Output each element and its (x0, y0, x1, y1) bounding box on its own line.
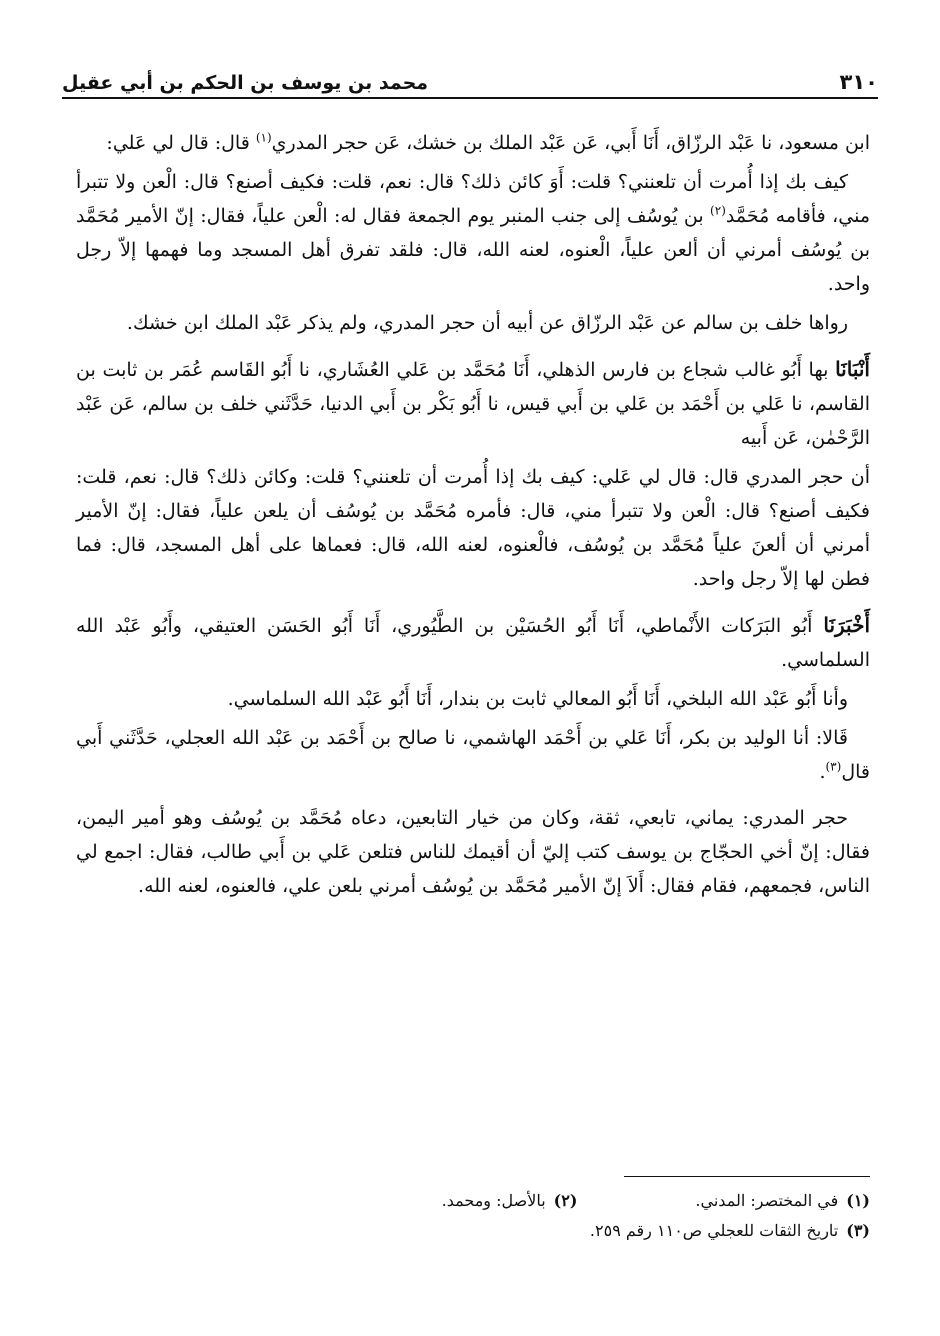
paragraph-text: أن حجر المدري قال: قال لي عَلي: كيف بك إذا أُمرت أن تلعنني؟ قلت: وكائن ذلك؟ قال: نعم، قلت: فكيف أصنع؟ قال: الْعن ولا تتبرأ مني، قال: فأمره مُحَمَّد بن يُوسُف أن يلعن علياً، فقال: إنّ الأمير أمرني أن ألعنَ علياً مُحَمَّد بن يُوسُف، فالْعنوه، لعنه الله، قال: فعماها على أهل المسجد، قال: فما فطن لها إلاّ رجل واحد. (76, 466, 870, 590)
paragraph-4 (76, 352, 870, 455)
page-header (62, 54, 878, 94)
page-number: ٣١٠ (839, 70, 878, 94)
paragraph-text: قَالا: أنا الوليد بن بكر، أَنَا عَلي بن أَحْمَد الهاشمي، نا صالح بن أَحْمَد بن عَبْد الله العجلي، حَدَّثَني أَبي قال (76, 727, 870, 783)
paragraph-text: قال: قال لي عَلي: (106, 132, 256, 154)
footnote-text: بالأصل: ومحمد. (441, 1191, 546, 1210)
footnote-3 (590, 1216, 870, 1246)
footnote-text: في المختصر: المدني. (695, 1191, 839, 1210)
paragraph-1 (76, 126, 870, 160)
footnote-ref-3: (٣) (825, 759, 842, 774)
footnote-2 (442, 1186, 578, 1216)
isnad-lead: أَخْبَرَنَا (823, 613, 870, 637)
paragraph-text: . (819, 761, 826, 783)
footnote-number: (٢) (553, 1191, 578, 1210)
footnote-row (76, 1186, 870, 1216)
paragraph-6 (76, 608, 870, 677)
running-title: محمد بن يوسف بن الحكم بن أبي عقيل (62, 72, 429, 94)
footnote-number: (٣) (846, 1221, 870, 1240)
paragraph-text: بن يُوسُف إلى جنب المنبر يوم الجمعة فقال له: الْعن علياً، فقال: إنّ الأمير مُحَمَّد بن يُوسُف أمرني أن ألعن علياً، الْعنوه، لعنه الله، قال: فلقد تفرق أهل المسجد وما فهمها إلاّ رجل واحد. (76, 205, 870, 295)
paragraph-text: ابن مسعود، نا عَبْد الرزّاق، أَنَا أَبي، عَن عَبْد الملك بن خشك، عَن حجر المدري (271, 132, 870, 154)
footnote-number: (١) (846, 1191, 870, 1210)
paragraph-2 (76, 165, 870, 301)
paragraph-text: حجر المدري: يماني، تابعي، ثقة، وكان من خيار التابعين، دعاه مُحَمَّد بن يُوسُف وهو أمير اليمن، فقال: إنّ أخي الحجّاج بن يوسف كتب إليّ أن أقيمك للناس فتلعن عَلي بن أَبي طالب، فقال: اجمع لي الناس، فجمعهم، فقام فقال: أَلاَ إنّ الأمير مُحَمَّد بن يُوسُف أمرني بلعن علي، فالعنوه، لعنه الله. (76, 807, 870, 897)
paragraph-text: أَبُو البَرَكات الأَنْماطي، أَنَا أَبُو الحُسَيْن بن الطَّيُوري، أَنَا أَبُو الحَسَن العتيقي، وأَبُو عَبْد الله السلماسي. (76, 615, 870, 671)
footnote-ref-1: (١) (255, 130, 272, 145)
paragraph-3 (76, 306, 870, 340)
paragraph-text: وأنا أَبُو عَبْد الله البلخي، أَنَا أَبُو المعالي ثابت بن بندار، أَنَا أَبُو عَبْد الله السلماسي. (227, 688, 848, 710)
footnotes (76, 1186, 870, 1246)
paragraph-5 (76, 460, 870, 596)
paragraph-9 (76, 801, 870, 903)
paragraph-text: رواها خلف بن سالم عن عَبْد الرزّاق عن أبيه أن حجر المدري، ولم يذكر عَبْد الملك ابن خشك. (126, 312, 848, 334)
paragraph-8 (76, 721, 870, 789)
isnad-lead: أَنْبَانَا (835, 357, 870, 381)
footnote-ref-2: (٢) (710, 203, 726, 218)
main-text (76, 126, 870, 908)
paragraph-text: كيف بك إذا أُمرت أن تلعنني؟ قلت: أَوَ كائن ذلك؟ قال: نعم، قلت: فكيف أصنع؟ قال: الْعن ولا تتبرأ مني، فأقامه مُحَمَّد (76, 171, 870, 227)
footnote-text: تاريخ الثقات للعجلي ص١١٠ رقم ٢٥٩. (589, 1221, 839, 1240)
paragraph-7 (76, 682, 870, 716)
footnote-1 (695, 1186, 870, 1216)
header-rule (62, 97, 878, 99)
footnote-rule (624, 1176, 870, 1177)
footnote-row (76, 1216, 870, 1246)
paragraph-text: بها أَبُو غالب شجاع بن فارس الذهلي، أَنَا مُحَمَّد بن عَلي العُشَاري، نا أَبُو القَاسم عُمَر بن ثابت بن القاسم، نا عَلي بن أَحْمَد بن عَلي بن أَبي قيس، نا أَبُو بَكْر بن أَبي الدنيا، حَدَّثَني خلف بن سالم، عَن عَبْد الرَّحْمٰن، عَن أَبيه (76, 359, 870, 449)
